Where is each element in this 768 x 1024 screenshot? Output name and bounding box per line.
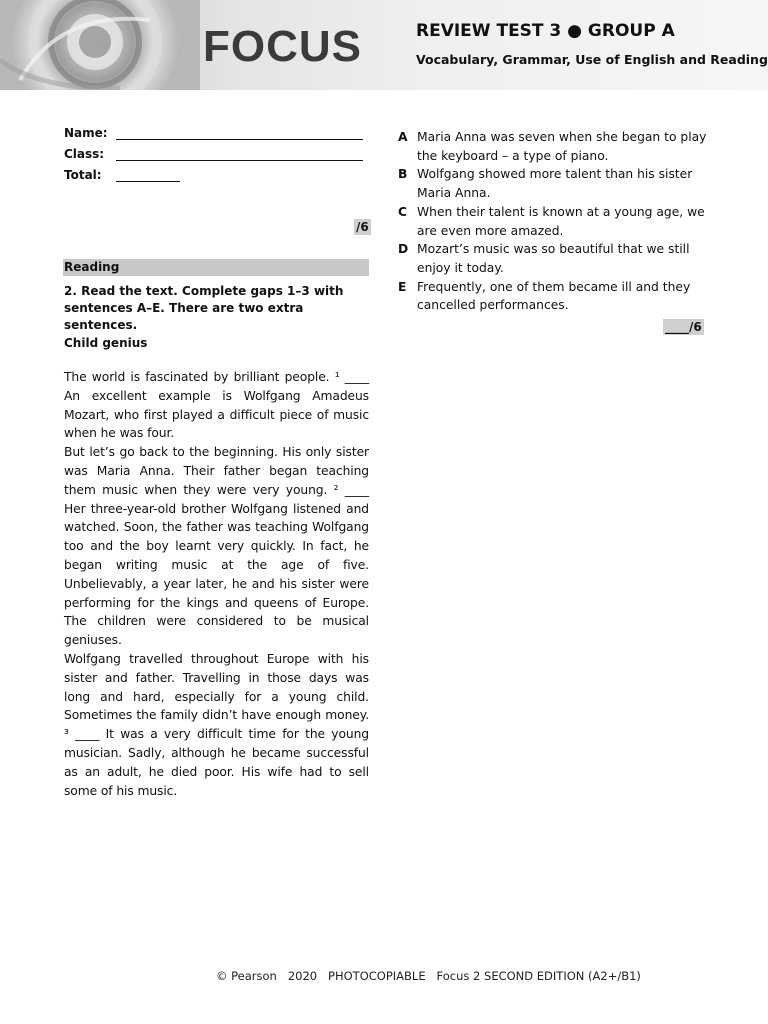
option-a <box>398 128 708 165</box>
option-text: Frequently, one of them became ill and they cancelled performances. <box>417 279 691 313</box>
text-title: Child genius <box>64 336 148 350</box>
option-c <box>398 203 708 240</box>
option-letter: B <box>398 167 408 182</box>
focus-logo: FOCUS <box>203 22 362 71</box>
page-footer: © Pearson 2020 PHOTOCOPIABLE Focus 2 SECOND EDITION (A2+/B1) <box>216 969 641 983</box>
class-field[interactable] <box>64 147 364 168</box>
option-letter: E <box>398 279 407 294</box>
student-info-fields <box>64 126 364 189</box>
option-letter: A <box>398 130 408 144</box>
total-field[interactable] <box>64 168 364 189</box>
section-score-box[interactable]: ____/6 <box>665 320 702 334</box>
name-label: Name: <box>64 126 108 140</box>
name-line[interactable] <box>116 139 363 140</box>
section-heading: Reading <box>63 259 369 276</box>
task-instruction: 2. Read the text. Complete gaps 1–3 with sentences A–E. There are two extra sentences. <box>64 284 344 332</box>
total-line[interactable] <box>116 181 180 182</box>
option-text: Mozart’s music was so beautiful that we still enjoy it today. <box>417 242 690 275</box>
option-b <box>398 165 708 202</box>
page-header <box>0 0 768 90</box>
paragraph: The world is fascinated by brilliant people. ¹ ____ An excellent example is Wolfgang Amadeus Mozart, who first played a difficult piece of music when he was four. <box>64 370 369 441</box>
paragraph: Wolfgang travelled throughout Europe with his sister and father. Travelling in those days was long and hard, especially for a young child. Sometimes the family didn’t have enough money. ³ ____ It was a very difficult time for the young musician. Sadly, although he became successful as an adult, he died poor. His wife had to sell some of his music. <box>64 651 369 798</box>
option-e <box>398 278 708 315</box>
test-subtitle: Vocabulary, Grammar, Use of English and Reading <box>416 52 768 67</box>
test-title: REVIEW TEST 3 ● GROUP A <box>416 21 675 41</box>
option-d <box>398 240 708 277</box>
total-label: Total: <box>64 168 102 182</box>
class-line[interactable] <box>116 160 363 161</box>
option-letter: C <box>398 204 408 219</box>
paragraph: But let’s go back to the beginning. His only sister was Maria Anna. Their father began teaching them music when they were very young. ² ____ Her three-year-old brother Wolfgang listened and watched. Soon, the father was teaching Wolfgang too and the boy learnt very quickly. In fact, he began writing music at the age of five. Unbelievably, a year later, he and his sister were performing for the kings and queens of Europe. The children were considered to be musical geniuses. <box>64 445 369 648</box>
reading-text <box>64 368 369 800</box>
option-text: Maria Anna was seven when she began to play the keyboard – a type of piano. <box>417 130 707 163</box>
focus-lens-logo-graphic <box>0 0 200 90</box>
name-field[interactable] <box>64 126 364 147</box>
option-text: When their talent is known at a young age, we are even more amazed. <box>417 204 705 238</box>
top-score-box: /6 <box>356 220 369 234</box>
option-letter: D <box>398 242 409 257</box>
class-label: Class: <box>64 147 105 161</box>
answer-options <box>398 128 708 315</box>
option-text: Wolfgang showed more talent than his sister Maria Anna. <box>417 167 693 201</box>
